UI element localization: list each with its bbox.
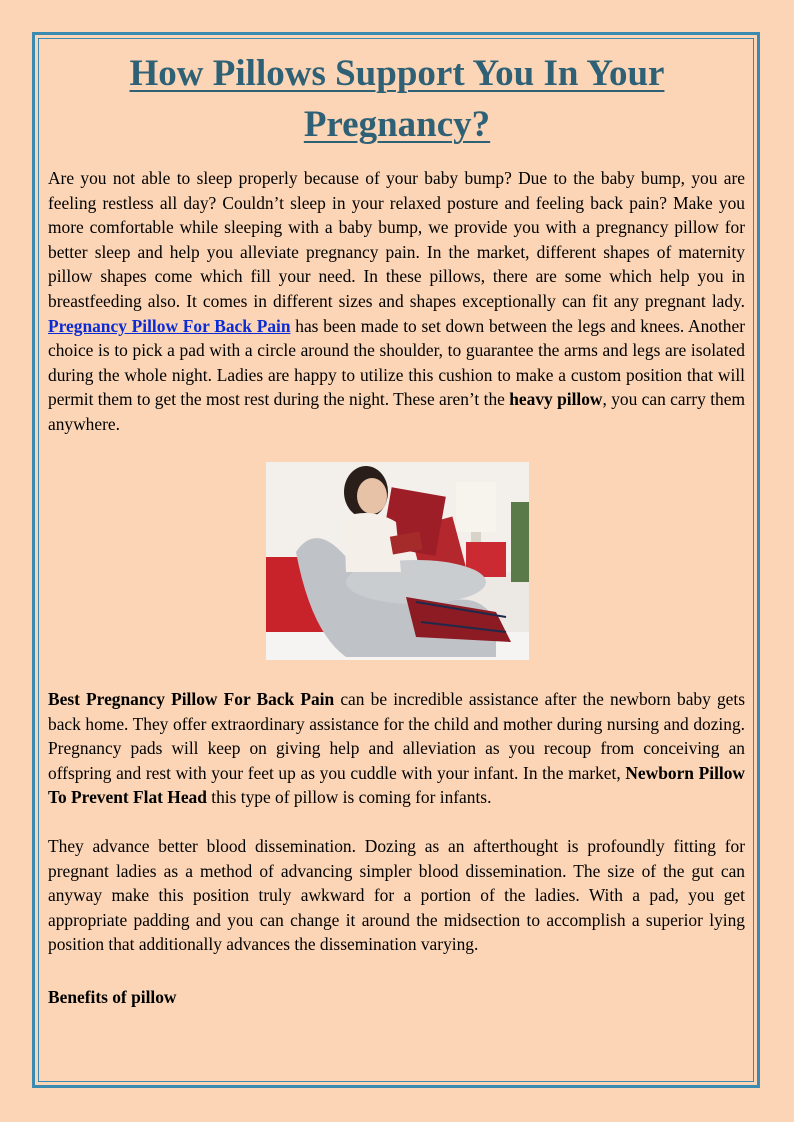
intro-text-c: , you can carry them anywhere. xyxy=(48,389,745,434)
page-title: How Pillows Support You In Your Pregnancy? xyxy=(129,53,665,145)
best-pillow-text-b: this type of pillow is coming for infants. xyxy=(206,787,492,808)
intro-text-b: has been made to set down between the legs and knees. Another choice is to pick a pad with a circle around the shoulder, to guarantee the arms and legs are isolated during the whole night. Ladies are happy to utilize this cushion to make a custom position that will permit them to get the most rest during the night. These aren’t the xyxy=(48,315,745,410)
intro-text-a: Are you not able to sleep properly because of your baby bump? Due to the baby bump, you are feeling restless all day? Couldn’t sleep in your relaxed posture and feeling back pain? Make you more comfortable while sleeping with a baby bump, we provide you with a pregnancy pillow for better sleep and help you alleviate pregnancy pain. In the market, different shapes of maternity pillow shapes come which fill your need. In these pillows, there are some which help you in breastfeeding also. It comes in different sizes and shapes exceptionally can fit any pregnant lady. xyxy=(48,168,745,311)
benefits-heading-text: Benefits of pillow xyxy=(48,987,177,1007)
best-pillow-text-a: can be incredible assistance after the newborn baby gets back home. They offer extraordinary assistance for the child and mother during nursing and dozing. Pregnancy pads will keep on giving help and alleviation as you recoup from conceiving an offspring and rest with your feet up as you cuddle with your infant. In the market, xyxy=(48,689,745,783)
benefits-heading xyxy=(48,985,745,1010)
pregnancy-pillow-link[interactable]: Pregnancy Pillow For Back Pain xyxy=(48,315,291,336)
best-pillow-bold: Best Pregnancy Pillow For Back Pain xyxy=(48,689,335,709)
pregnancy-pillow-photo xyxy=(266,462,529,660)
best-pillow-paragraph xyxy=(48,687,745,810)
blood-circulation-paragraph: They advance better blood dissemination. Dozing as an afterthought is profoundly fitting for pregnant ladies as a method of advancing simpler blood dissemination. The size of the gut can anyway make this position truly awkward for a portion of the ladies. With a pad, you get appropriate padding and you can change it around the midsection to accomplish a superior lying position that additionally advances the dissemination varying. xyxy=(48,836,745,955)
newborn-pillow-bold: Newborn Pillow To Prevent Flat Head xyxy=(48,762,745,808)
heavy-pillow-bold: heavy pillow xyxy=(509,389,603,410)
intro-paragraph xyxy=(48,166,745,437)
